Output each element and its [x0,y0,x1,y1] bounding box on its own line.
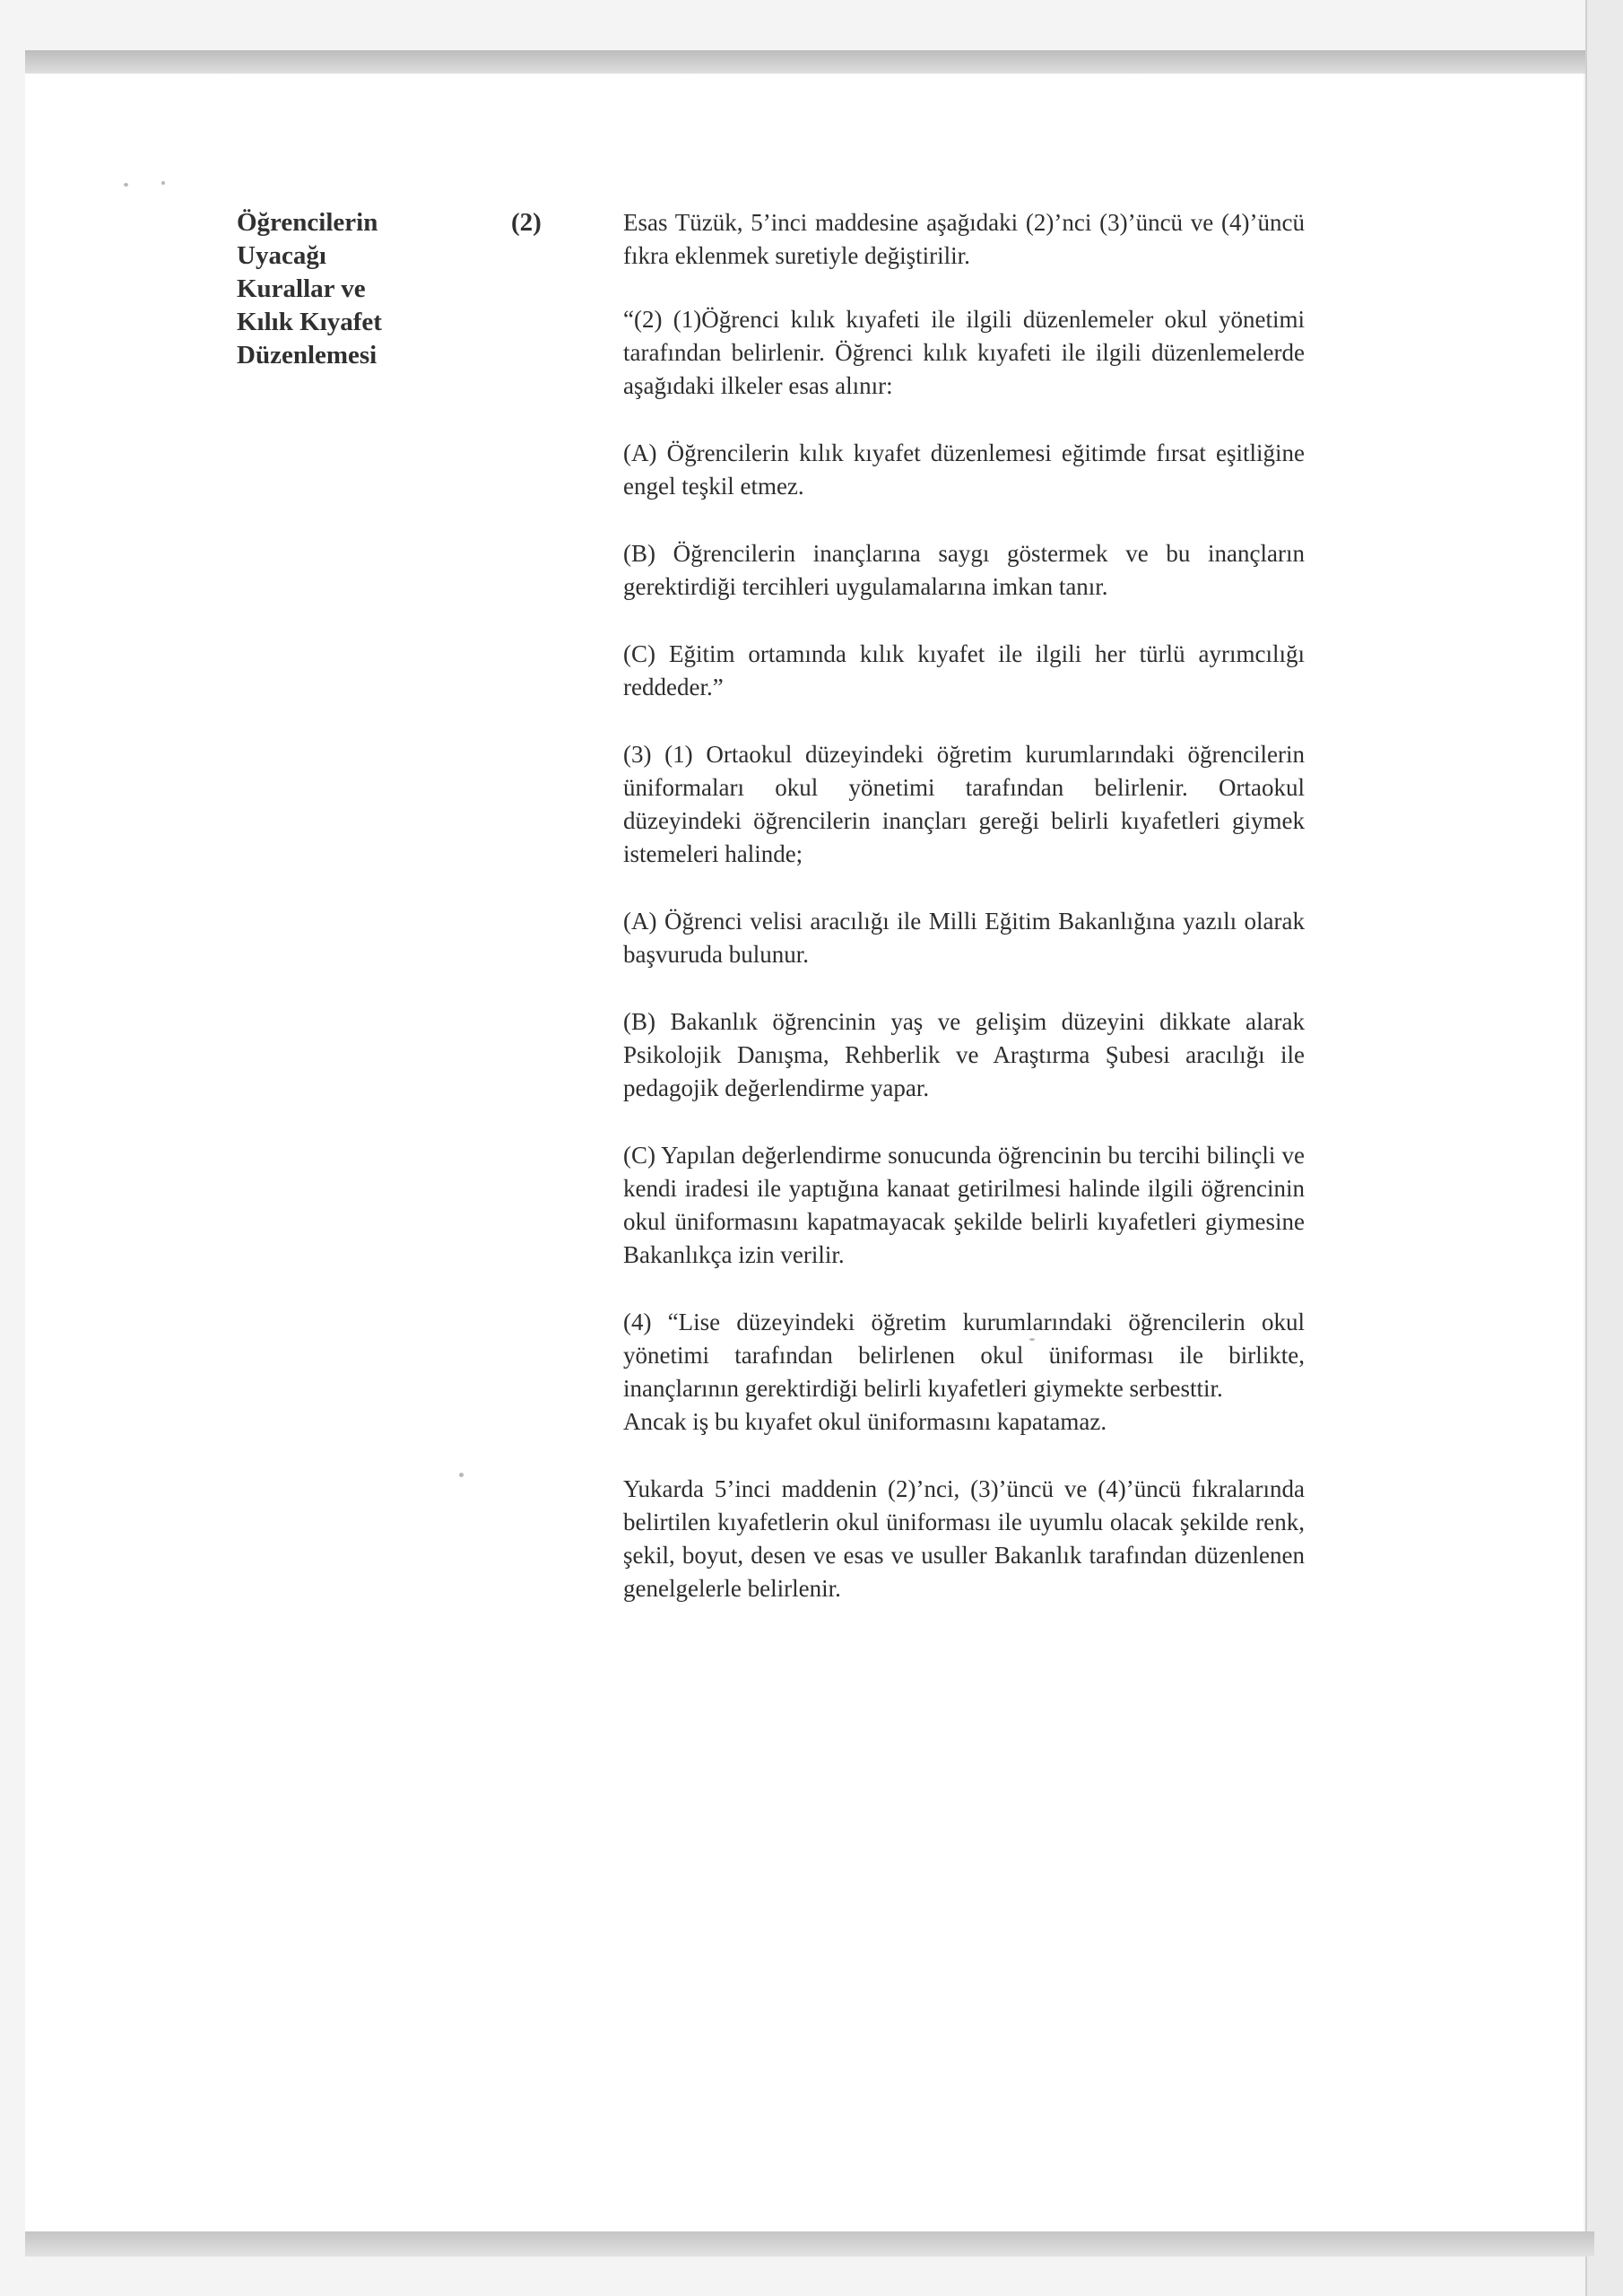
heading-line: Uyacağı [237,241,326,270]
item-number: (2) [511,208,542,237]
paragraph: (4) “Lise düzeyindeki öğretim kurumlarındaki öğrencilerin okul yönetimi tarafından belirlenen okul üniforması ile birlikte, inançlarının gerektirdiği belirli kıyafetleri giymekte serbesttir. [623,1309,1305,1402]
document-body [623,206,1305,1605]
paragraph: (C) Eğitim ortamında kılık kıyafet ile ilgili her türlü ayrımcılığı reddeder.” [623,640,1305,700]
viewer-right-edge [1585,0,1623,2296]
viewer-top-bar [25,50,1594,74]
scan-speck [124,183,128,187]
paragraph: Ancak iş bu kıyafet okul üniformasını kapatamaz. [623,1408,1107,1435]
scan-speck [161,181,165,185]
paragraph: (C) Yapılan değerlendirme sonucunda öğrencinin bu tercihi bilinçli ve kendi iradesi ile yaptığına kanaat getirilmesi halinde ilgili öğrencinin okul üniformasını kapatmayacak şekilde belirli kıyafetleri giymesine Bakanlıkça izin verilir. [623,1142,1305,1268]
heading-line: Kılık Kıyafet [237,308,382,336]
paragraph: (A) Öğrencilerin kılık kıyafet düzenlemesi eğitimde fırsat eşitliğine engel teşkil etmez. [623,439,1305,500]
scan-speck [459,1473,464,1477]
heading-line: Kurallar ve [237,274,366,303]
closing-paragraph: Yukarda 5’inci maddenin (2)’nci, (3)’üncü ve (4)’üncü fıkralarında belirtilen kıyafetlerin okul üniforması ile uyumlu olacak şekilde renk, şekil, boyut, desen ve esas ve usuller Bakanlık tarafından düzenlenen genelgelerle belirlenir. [623,1475,1305,1602]
paragraph: “(2) (1)Öğrenci kılık kıyafeti ile ilgili düzenlemeler okul yönetimi tarafından belirlenir. Öğrenci kılık kıyafeti ile ilgili düzenlemelerde aşağıdaki ilkeler esas alınır: [623,306,1305,399]
viewer-bottom-bar [25,2231,1594,2257]
paragraph: (B) Öğrencilerin inançlarına saygı göstermek ve bu inançların gerektirdiği tercihleri uygulamalarına imkan tanır. [623,540,1305,600]
heading-line: Öğrencilerin [237,208,378,237]
intro-paragraph: Esas Tüzük, 5’inci maddesine aşağıdaki (2)’nci (3)’üncü ve (4)’üncü fıkra eklenmek suretiyle değiştirilir. [623,209,1305,269]
paragraph: (B) Bakanlık öğrencinin yaş ve gelişim düzeyini dikkate alarak Psikolojik Danışma, Rehberlik ve Araştırma Şubesi aracılığı ile pedagojik değerlendirme yapar. [623,1008,1305,1101]
paragraph: (3) (1) Ortaokul düzeyindeki öğretim kurumlarındaki öğrencilerin üniformaları okul yönetimi tarafından belirlenir. Ortaokul düzeyindeki öğrencilerin inançları gereği belirli kıyafetleri giymek istemeleri halinde; [623,741,1305,867]
section-heading [237,206,452,372]
heading-line: Düzenlemesi [237,341,378,370]
paragraph: (A) Öğrenci velisi aracılığı ile Milli Eğitim Bakanlığına yazılı olarak başvuruda bulunur. [623,908,1305,968]
